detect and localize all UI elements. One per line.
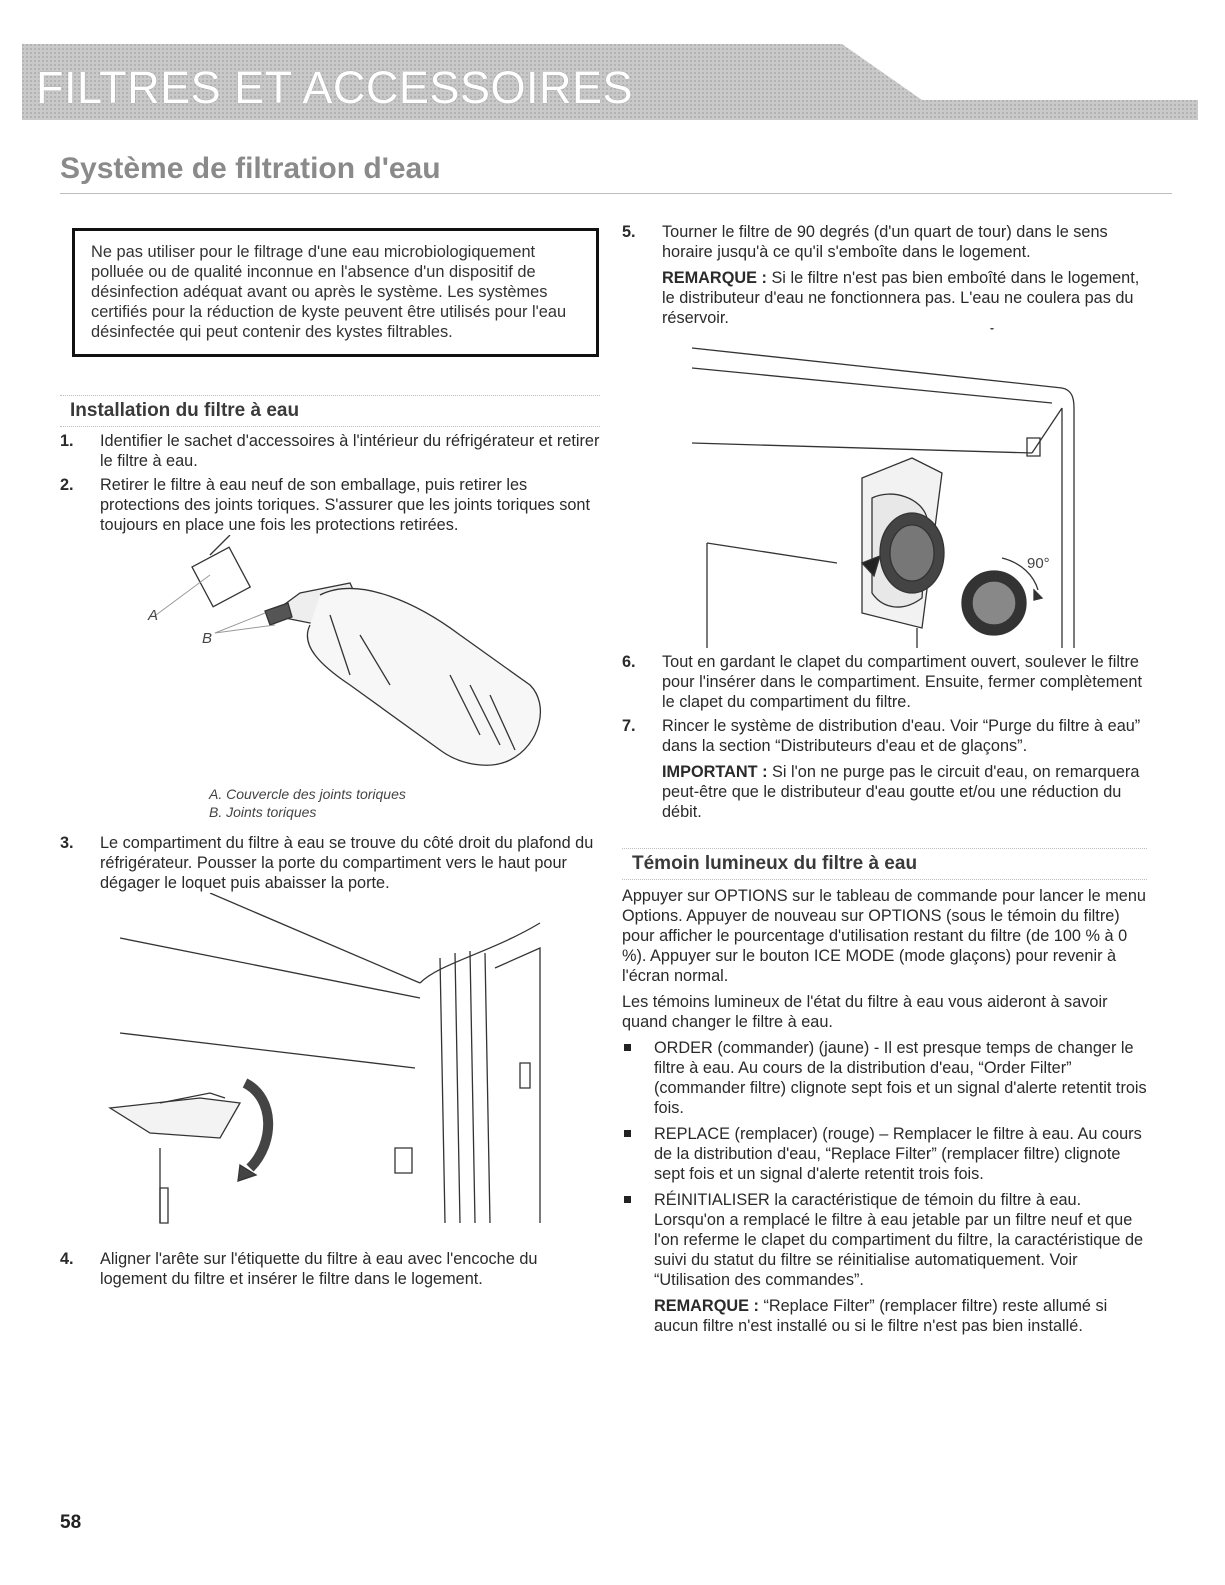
- page-title: Système de filtration d'eau: [60, 152, 441, 185]
- angle-label: 90°: [1027, 555, 1050, 572]
- banner-title: FILTRES ET ACCESSOIRES: [36, 62, 633, 113]
- step-number: 4.: [60, 1250, 74, 1268]
- step-2: [60, 475, 600, 535]
- figure-label-b: B: [202, 630, 213, 647]
- installation-steps-right: [622, 222, 1147, 262]
- step-text: Le compartiment du filtre à eau se trouve du côté droit du plafond du réfrigérateur. Pousser la porte du compartiment vers le haut pour dégager le loquet puis abaisser la porte.: [100, 834, 594, 892]
- step-text: Rincer le système de distribution d'eau. Voir “Purge du filtre à eau” dans la section “Distributeurs d'eau et de glaçons”.: [662, 717, 1141, 755]
- indicator-paragraph-1: Appuyer sur OPTIONS sur le tableau de commande pour lancer le menu Options. Appuyer de nouveau sur OPTIONS (sous le témoin du filtre) pour afficher le pourcentage d'utilisation restant du filtre (de 100 % à 0 %). Appuyer sur le bouton ICE MODE (mode glaçons) pour revenir à l'écran normal.: [622, 887, 1146, 985]
- note-label: REMARQUE :: [662, 269, 767, 287]
- indicator-note: [622, 1296, 1147, 1336]
- important-label: IMPORTANT :: [662, 763, 768, 781]
- step-7: [622, 716, 1147, 756]
- right-column: [622, 222, 1147, 1336]
- left-column: [60, 228, 600, 1289]
- title-divider: [60, 193, 1172, 194]
- indicator-heading: Témoin lumineux du filtre à eau: [622, 848, 1147, 880]
- step-text: Aligner l'arête sur l'étiquette du filtre à eau avec l'encoche du logement du filtre et insérer le filtre dans le logement.: [100, 1250, 538, 1288]
- header-banner: [22, 44, 1198, 120]
- important-step-7: [622, 762, 1147, 822]
- caption-a: A. Couvercle des joints toriques: [209, 786, 406, 802]
- indicator-bullets: [622, 1038, 1147, 1290]
- figure-label-a: A: [148, 607, 159, 624]
- step-number: 6.: [622, 653, 636, 671]
- step-text: Tourner le filtre de 90 degrés (d'un quart de tour) dans le sens horaire jusqu'à ce qu'il s'emboîte dans le logement.: [662, 223, 1108, 261]
- bullet-replace: REPLACE (remplacer) (rouge) – Remplacer le filtre à eau. Au cours de la distribution d'eau, “Replace Filter” (remplacer filtre) clignote sept fois et un signal d'alerte retentit trois fois.: [622, 1124, 1147, 1184]
- step-6: [622, 652, 1147, 712]
- installation-steps-right-2: [622, 652, 1147, 756]
- bullet-order: ORDER (commander) (jaune) - Il est presque temps de changer le filtre à eau. Au cours de la distribution d'eau, “Order Filter” (commander filtre) clignote sept fois et un signal d'alerte retentit trois fois.: [622, 1038, 1147, 1118]
- step-number: 1.: [60, 432, 74, 450]
- important-text: Si l'on ne purge pas le circuit d'eau, on remarquera peut-être que le distributeur d'eau goutte et/ou une réduction du débit.: [662, 763, 1140, 821]
- filter-o-ring-illustration: [60, 535, 600, 785]
- step-4: [60, 1249, 600, 1289]
- step-number: 3.: [60, 834, 74, 852]
- compartment-door-illustration: [60, 893, 600, 1253]
- step-number: 7.: [622, 717, 636, 735]
- step-number: 2.: [60, 476, 74, 494]
- caption-b: B. Joints toriques: [209, 804, 317, 820]
- step-1: [60, 431, 600, 471]
- note-text: Si le filtre n'est pas bien emboîté dans le logement, le distributeur d'eau ne fonctionnera pas. L'eau ne coulera pas du réservoir.: [662, 269, 1140, 327]
- note-text: “Replace Filter” (remplacer filtre) reste allumé si aucun filtre n'est installé ou si le filtre n'est pas bien installé.: [654, 1297, 1108, 1335]
- step-text: Tout en gardant le clapet du compartiment ouvert, soulever le filtre pour l'insérer dans le compartiment. Ensuite, fermer complètement le clapet du compartiment du filtre.: [662, 653, 1142, 711]
- installation-steps-left-2: [60, 833, 600, 893]
- bullet-reset: RÉINITIALISER la caractéristique de témoin du filtre à eau. Lorsqu'on a remplacé le filtre à eau jetable par un filtre neuf et que l'on referme le clapet du compartiment du filtre, la caractéristique de suivi du statut du filtre se réinitialise automatiquement. Voir “Utilisation des commandes”.: [622, 1190, 1147, 1290]
- installation-heading: Installation du filtre à eau: [60, 395, 600, 427]
- step-5: [622, 222, 1147, 262]
- filter-rotation-illustration: [622, 328, 1147, 648]
- step-text: Retirer le filtre à eau neuf de son emballage, puis retirer les protections des joints toriques. S'assurer que les joints toriques sont toujours en place une fois les protections retirées.: [100, 476, 590, 534]
- note-label: REMARQUE :: [654, 1297, 759, 1315]
- step-text: Identifier le sachet d'accessoires à l'intérieur du réfrigérateur et retirer le filtre à eau.: [100, 432, 600, 470]
- installation-steps-left: [60, 431, 600, 535]
- indicator-paragraph-2: Les témoins lumineux de l'état du filtre à eau vous aideront à savoir quand changer le filtre à eau.: [622, 993, 1108, 1031]
- page-number: 58: [60, 1512, 82, 1533]
- installation-steps-left-3: [60, 1249, 600, 1289]
- warning-box: Ne pas utiliser pour le filtrage d'une eau microbiologiquement polluée ou de qualité inconnue en l'absence d'un dispositif de désinfection adéquat avant ou après le système. Les systèmes certifiés pour la réduction de kyste peuvent être utilisés pour l'eau désinfectée qui peut contenir des kystes filtrables.: [72, 228, 599, 357]
- step-number: 5.: [622, 223, 636, 241]
- step-3: [60, 833, 600, 893]
- note-step-5: [622, 268, 1147, 328]
